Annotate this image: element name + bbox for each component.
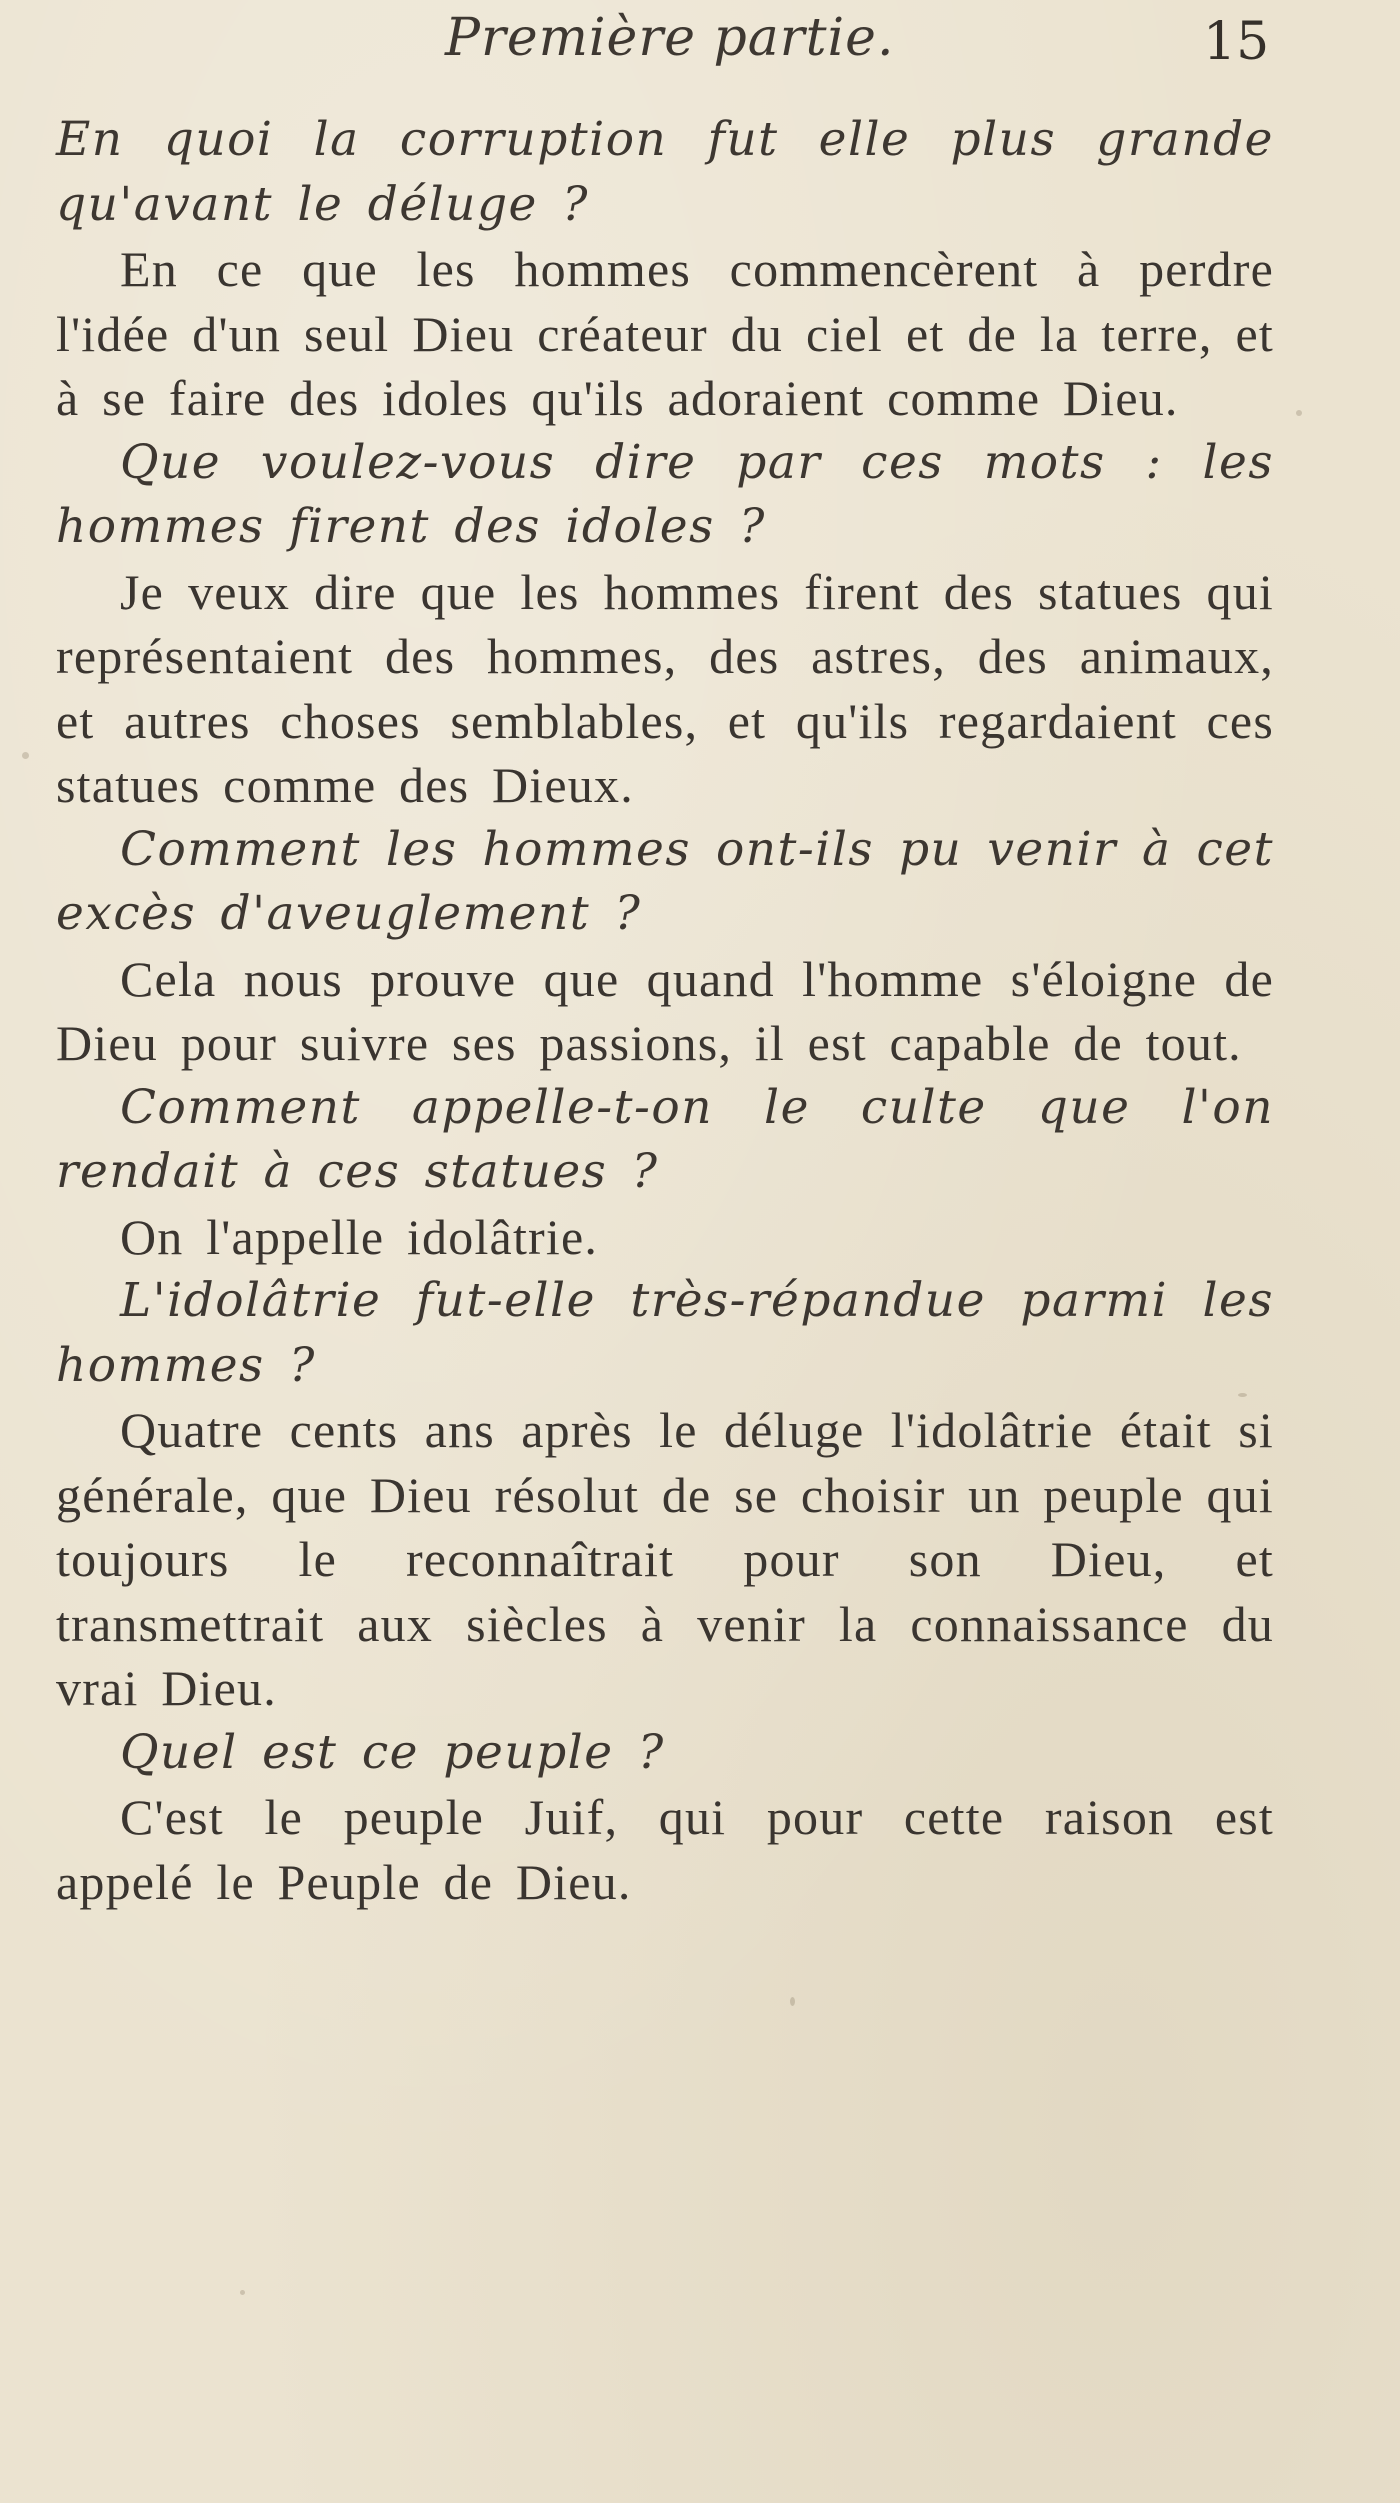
question-paragraph: Que voulez-vous dire par ces mots : les hommes firent des idoles ?: [56, 434, 1274, 554]
running-head: Première partie.: [445, 8, 895, 68]
paper-speck: [1296, 410, 1302, 416]
page-header: [0, 8, 1400, 78]
question-paragraph: Comment les hommes ont-ils pu venir à cet excès d'aveuglement ?: [56, 821, 1274, 941]
paper-speck: [240, 2290, 245, 2295]
answer-paragraph: On l'appelle idolâtrie.: [120, 1208, 599, 1265]
question-paragraph: Quel est ce peuple ?: [120, 1724, 665, 1780]
catechism-text: [56, 108, 1274, 1914]
paper-speck: [1238, 1393, 1247, 1397]
answer-paragraph: Quatre cents ans après le déluge l'idolâtrie était si générale, que Dieu résolut de se choisir un peuple qui toujours le reconnaîtrait pour son Dieu, et transmettrait aux siècles à venir la connaissance du vrai Dieu.: [56, 1402, 1274, 1716]
paper-speck: [790, 1997, 795, 2006]
page-number: 15: [1203, 12, 1270, 72]
answer-paragraph: En ce que les hommes commencèrent à perdre l'idée d'un seul Dieu créateur du ciel et de la terre, et à se faire des idoles qu'ils adoraient comme Dieu.: [56, 241, 1274, 426]
paper-speck: [22, 752, 29, 759]
answer-paragraph: Je veux dire que les hommes firent des statues qui représentaient des hommes, des astres, des animaux, et autres choses semblables, et qu'ils regardaient ces statues comme des Dieux.: [56, 563, 1274, 813]
question-paragraph: L'idolâtrie fut-elle très-répandue parmi les hommes ?: [56, 1273, 1274, 1393]
answer-paragraph: C'est le peuple Juif, qui pour cette raison est appelé le Peuple de Dieu.: [56, 1789, 1274, 1910]
answer-paragraph: Cela nous prouve que quand l'homme s'éloigne de Dieu pour suivre ses passions, il est capable de tout.: [56, 950, 1274, 1071]
question-paragraph: Comment appelle-t-on le culte que l'on rendait à ces statues ?: [56, 1079, 1274, 1199]
question-paragraph: En quoi la corruption fut elle plus grande qu'avant le déluge ?: [56, 112, 1274, 232]
